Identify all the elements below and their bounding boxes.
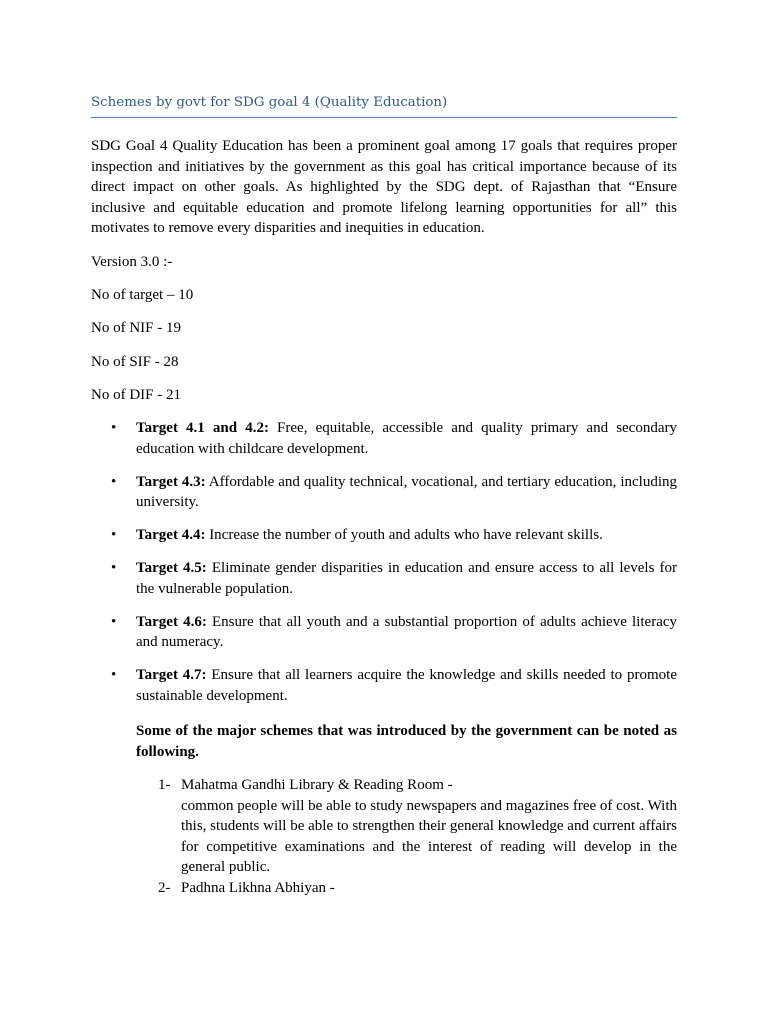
nif-count-line: No of NIF - 19 (91, 320, 181, 336)
target-text: Affordable and quality technical, vocational, and tertiary education, including university. (136, 473, 677, 511)
target-name: Target 4.3: (136, 473, 206, 490)
scheme-title: Padhna Likhna Abhiyan - (181, 879, 335, 896)
scheme-number: 2- (158, 879, 171, 896)
bullet-icon: • (111, 527, 117, 544)
schemes-intro: Some of the major schemes that was introduced by the government can be noted as following. (136, 723, 677, 760)
bullet-icon: • (111, 473, 117, 490)
target-name: Target 4.5: (136, 560, 207, 577)
bullet-icon: • (111, 667, 117, 684)
target-name: Target 4.7: (136, 667, 207, 684)
list-item (91, 525, 677, 546)
dif-count-line: No of DIF - 21 (91, 387, 181, 403)
target-name: Target 4.4: (136, 527, 206, 544)
schemes-list (91, 775, 677, 899)
list-item (91, 418, 677, 459)
target-name: Target 4.6: (136, 613, 207, 630)
scheme-number: 1- (158, 777, 171, 793)
target-name: Target 4.1 and 4.2: (136, 420, 269, 436)
bullet-icon: • (111, 420, 117, 436)
heading-underline (91, 117, 677, 118)
target-text: Eliminate gender disparities in education and ensure access to all levels for the vulnerable population. (136, 560, 678, 597)
section-heading: Schemes by govt for SDG goal 4 (Quality Education) (91, 95, 448, 110)
list-item (91, 665, 677, 706)
target-text: Ensure that all youth and a substantial proportion of adults achieve literacy and numeracy. (136, 613, 678, 651)
list-item (91, 612, 677, 653)
version-line: Version 3.0 :- (91, 254, 173, 270)
target-count-line: No of target – 10 (91, 287, 194, 303)
scheme-title: Mahatma Gandhi Library & Reading Room - (181, 777, 453, 793)
list-item (91, 558, 677, 599)
bullet-icon: • (111, 613, 117, 630)
sif-count-line: No of SIF - 28 (91, 354, 179, 370)
target-text: Free, equitable, accessible and quality primary and secondary education with childcare development. (136, 420, 677, 457)
target-text: Ensure that all learners acquire the knowledge and skills needed to promote sustainable development. (136, 667, 677, 704)
list-item (91, 878, 677, 899)
scheme-description: common people will be able to study newspapers and magazines free of cost. With this, students will be able to strengthen their general knowledge and current affairs for competitive examinations and the interest of reading will develop in the general public. (181, 797, 677, 876)
target-text: Increase the number of youth and adults who have relevant skills. (205, 527, 603, 544)
bullet-icon: • (111, 560, 117, 577)
intro-paragraph: SDG Goal 4 Quality Education has been a prominent goal among 17 goals that requires proper inspection and initiatives by the government as this goal has critical importance because of its direct impact on other goals. As highlighted by the SDG dept. of Rajasthan that “Ensure inclusive and equitable education and promote lifelong learning opportunities for all” this motivates to remove every disparities and inequities in education. (91, 138, 677, 237)
list-item (91, 472, 677, 513)
list-item (91, 775, 677, 878)
targets-list (91, 418, 677, 719)
